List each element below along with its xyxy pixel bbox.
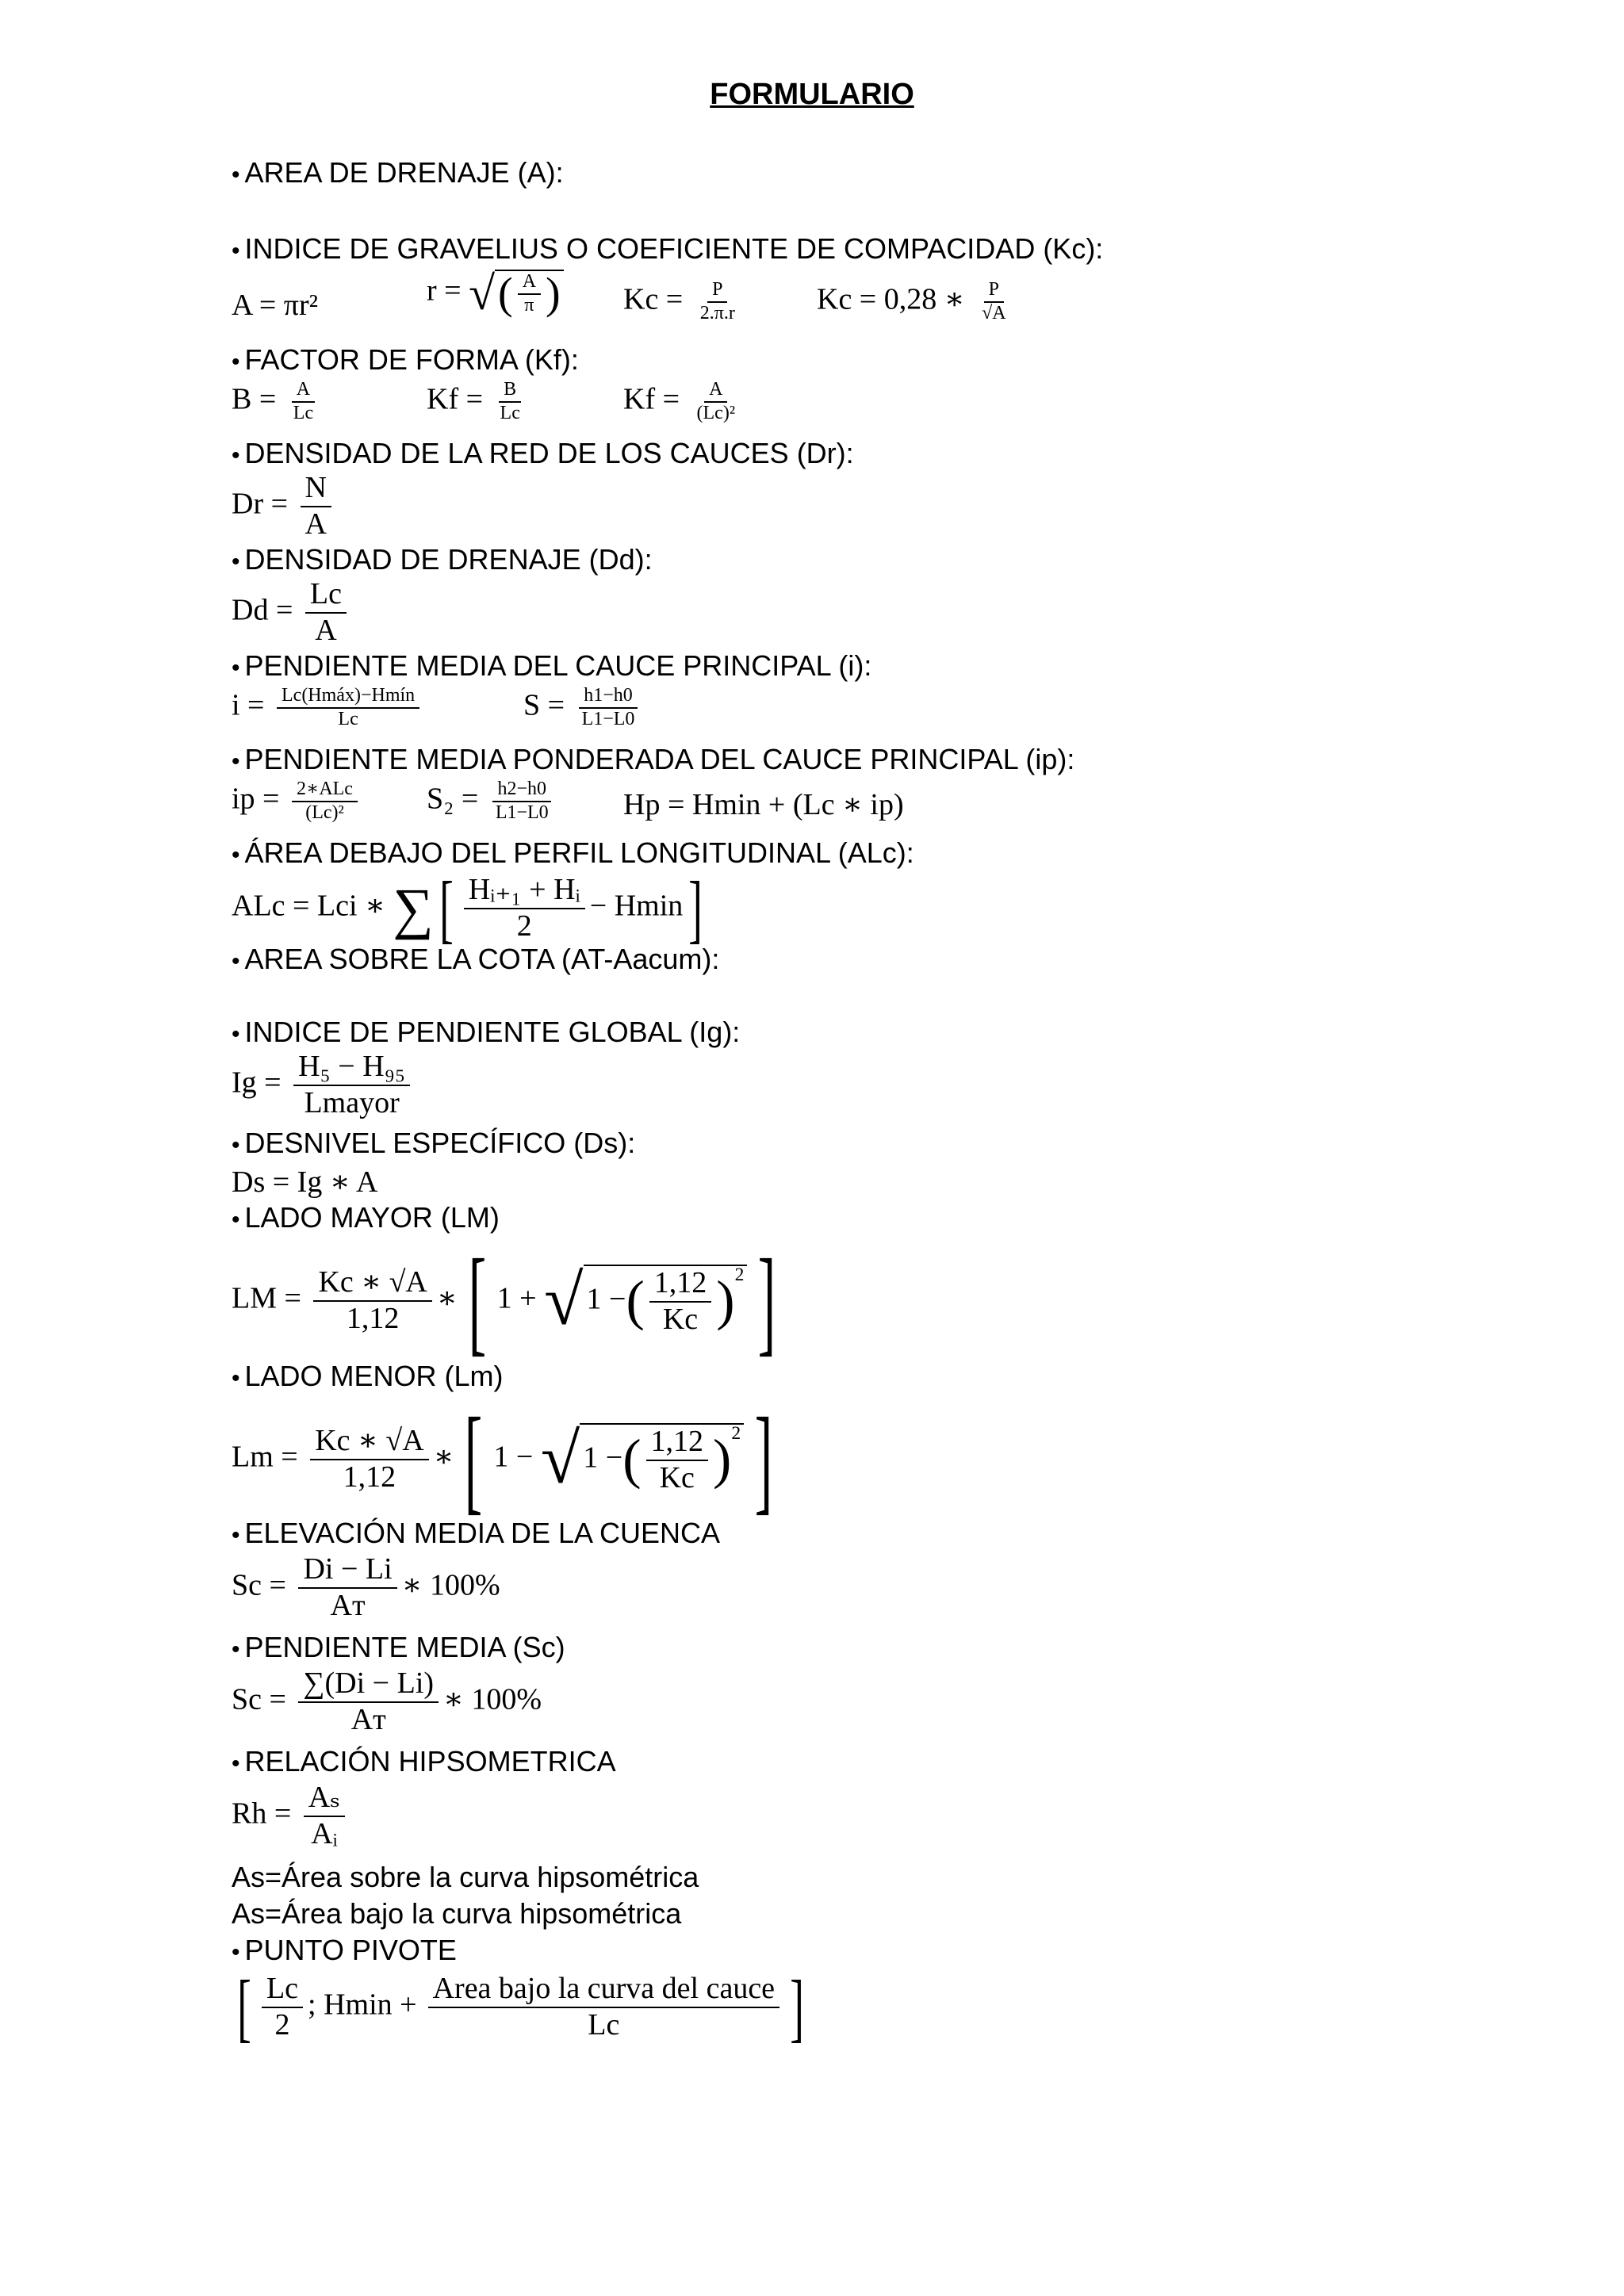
section-label: FACTOR DE FORMA (Kf): <box>244 343 579 376</box>
section-label: DENSIDAD DE DRENAJE (Dd): <box>244 543 653 576</box>
bullet: • <box>232 748 240 775</box>
denominator: Kc <box>659 1461 695 1494</box>
formula-dr <box>232 471 336 541</box>
bullet: • <box>232 1751 240 1777</box>
formula-part: 1 + <box>496 1281 537 1315</box>
fraction <box>289 379 318 424</box>
fraction: $\frac{A}{\pi}$ <box>518 271 541 316</box>
formula-lhs: Kc = <box>623 282 684 316</box>
formula-part: ; Hmin + <box>308 1988 417 2022</box>
formula-tail: − Hmin <box>589 889 684 923</box>
bracket-open: [ <box>439 866 454 951</box>
bracket-close: ] <box>758 1235 776 1367</box>
fraction <box>298 1552 396 1623</box>
section-area-perfil <box>232 836 914 869</box>
formula-lm <box>232 1235 787 1367</box>
sqrt-sign: √ <box>540 1420 580 1498</box>
sqrt-body: 1 −( $\frac{1,12}{Kc}$ )$^2$ <box>580 1423 744 1495</box>
section-pendiente-media <box>232 649 872 682</box>
numerator: Area bajo la curva del cauce <box>428 1972 779 2008</box>
fraction <box>491 779 553 824</box>
section-label: AREA SOBRE LA COTA (AT-Aacum): <box>244 943 720 975</box>
denominator: 2 <box>516 909 532 943</box>
formula-kf-1 <box>427 379 530 424</box>
denominator: Aᴛ <box>350 1702 386 1736</box>
numerator: Di − Li <box>298 1552 396 1589</box>
section-label: ÁREA DEBAJO DEL PERFIL LONGITUDINAL (ALc): <box>244 836 914 869</box>
denominator: Lc <box>293 402 314 423</box>
formula-lhs: Kc = 0,28 ∗ <box>817 282 965 316</box>
formula-lhs: Dd = <box>232 593 293 627</box>
note-as-bajo: As=Área bajo la curva hipsométrica <box>232 1897 682 1930</box>
denominator: Lmayor <box>304 1085 400 1119</box>
fraction <box>464 873 585 943</box>
numerator: Lc(Hmáx)−Hmín <box>277 685 419 709</box>
denominator: L1−L0 <box>495 802 549 823</box>
bracket-open: [ <box>468 1235 486 1367</box>
denominator: √A <box>982 302 1006 323</box>
numerator: 1,12 <box>646 1425 709 1461</box>
formula-lhs: S₂ = <box>427 782 479 816</box>
section-label: LADO MENOR (Lm) <box>244 1360 504 1392</box>
formula-lhs: Kf = <box>623 382 680 416</box>
formula-kf-2 <box>623 379 745 424</box>
formula-lhs: S = <box>523 688 565 722</box>
denominator: 1,12 <box>346 1302 400 1335</box>
formula-s <box>523 685 644 730</box>
numerator: h1−h0 <box>579 685 638 709</box>
formula-lhs: Sc = <box>232 1682 286 1716</box>
sqrt-body: 1 −( $\frac{1,12}{Kc}$ )$^2$ <box>584 1265 748 1337</box>
numerator: 2∗ALc <box>292 779 358 802</box>
numerator: P <box>984 279 1004 303</box>
formula-part: 1 − <box>583 1441 623 1475</box>
denominator: Lc <box>588 2008 620 2042</box>
section-densidad-drenaje <box>232 545 653 574</box>
formula-b <box>232 379 323 424</box>
numerator: Lc <box>262 1972 303 2008</box>
formula-part: 1 − <box>586 1282 626 1316</box>
section-elevacion <box>232 1519 720 1548</box>
section-label: PENDIENTE MEDIA PONDERADA DEL CAUCE PRINCIPAL (ip): <box>244 743 1075 775</box>
numerator: P <box>707 279 727 303</box>
section-label: RELACIÓN HIPSOMETRICA <box>244 1745 616 1777</box>
numerator: h2−h0 <box>492 779 551 802</box>
bullet: • <box>232 1365 240 1391</box>
bullet: • <box>232 1207 240 1233</box>
sqrt-sign: √ <box>544 1261 584 1340</box>
bullet: • <box>232 442 240 469</box>
note-as-sobre: As=Área sobre la curva hipsométrica <box>232 1861 699 1893</box>
bracket-open: [ <box>237 1965 251 2049</box>
fraction <box>310 1424 428 1494</box>
formula-part: 1 − <box>493 1440 534 1474</box>
formula-sc-2 <box>232 1667 542 1737</box>
formula-radio <box>427 267 564 320</box>
denominator: 2.π.r <box>699 302 735 323</box>
section-lado-menor <box>232 1362 504 1391</box>
section-area-drenaje <box>232 156 564 189</box>
numerator: A <box>292 379 315 403</box>
formula-lhs: ALc = Lci ∗ <box>232 889 385 923</box>
section-desnivel <box>232 1129 635 1158</box>
bullet: • <box>232 948 240 974</box>
fraction <box>649 1266 712 1337</box>
bracket-close: ] <box>754 1394 773 1525</box>
bracket-open: [ <box>465 1394 483 1525</box>
bullet: • <box>232 842 240 868</box>
numerator: H₅ − H₉₅ <box>293 1050 410 1086</box>
bullet: • <box>232 1132 240 1158</box>
numerator: Kc ∗ √A <box>313 1265 431 1302</box>
bullet: • <box>232 1636 240 1663</box>
fraction <box>496 379 525 424</box>
page-title: FORMULARIO <box>710 78 914 111</box>
formula-s2 <box>427 779 558 824</box>
denominator: Lc <box>500 402 520 423</box>
fraction <box>262 1972 303 2042</box>
denominator: 2 <box>274 2008 290 2042</box>
section-label: AREA DE DRENAJE (A): <box>244 156 564 189</box>
bullet: • <box>232 162 240 188</box>
formula-ip <box>232 779 362 824</box>
formula-ig <box>232 1050 415 1120</box>
bullet: • <box>232 655 240 681</box>
numerator: B <box>499 379 521 403</box>
fraction <box>305 577 347 648</box>
sum-icon: ∑ <box>393 877 434 940</box>
section-label: PUNTO PIVOTE <box>244 1934 457 1966</box>
numerator: Aₛ <box>304 1781 345 1817</box>
bullet: • <box>232 349 240 375</box>
denominator: Lc <box>338 708 358 729</box>
numerator: Hᵢ₊₁ + Hᵢ <box>464 873 585 909</box>
formula-pivote <box>232 1965 810 2049</box>
numerator: A <box>704 379 727 403</box>
bullet: • <box>232 1021 240 1047</box>
fraction <box>646 1425 709 1495</box>
fraction <box>692 379 741 424</box>
formula-lhs: Sc = <box>232 1568 286 1602</box>
section-densidad-red <box>232 439 854 468</box>
operator: ∗ <box>436 1281 458 1315</box>
section-label: PENDIENTE MEDIA DEL CAUCE PRINCIPAL (i): <box>244 649 872 682</box>
formula-lhs: ip = <box>232 782 280 816</box>
operator: ∗ <box>433 1440 454 1474</box>
section-label: INDICE DE GRAVELIUS O COEFICIENTE DE COMPACIDAD (Kc): <box>244 232 1104 265</box>
denominator: A <box>304 507 327 541</box>
formula-lhs: B = <box>232 382 277 416</box>
formula-lhs: Rh = <box>232 1797 292 1831</box>
sqrt-sign: √ <box>469 267 496 320</box>
section-label: ELEVACIÓN MEDIA DE LA CUENCA <box>244 1517 721 1549</box>
denominator: A <box>315 613 337 647</box>
formula-lhs: r = <box>427 274 462 308</box>
formula-alc <box>232 866 708 951</box>
section-label: DENSIDAD DE LA RED DE LOS CAUCES (Dr): <box>244 437 854 469</box>
formula-i <box>232 685 424 730</box>
denominator: Aᵢ <box>311 1816 338 1850</box>
fraction <box>577 685 640 730</box>
section-label: DESNIVEL ESPECÍFICO (Ds): <box>244 1127 636 1159</box>
section-pendiente-ponderada <box>232 745 1074 774</box>
formula-ds: Ds = Ig ∗ A <box>232 1165 378 1199</box>
section-area-cota <box>232 945 719 974</box>
bracket-close: ] <box>688 866 703 951</box>
fraction <box>292 779 358 824</box>
numerator: Lc <box>305 577 347 614</box>
fraction <box>695 279 740 324</box>
formula-lhs: Lm = <box>232 1440 298 1474</box>
fraction <box>293 1050 410 1120</box>
section-pendiente-sc <box>232 1633 565 1662</box>
denominator: Kc <box>662 1303 699 1336</box>
formula-tail: ∗ 100% <box>443 1682 542 1716</box>
bullet: • <box>232 238 240 264</box>
section-indice-pendiente <box>232 1018 740 1047</box>
fraction <box>428 1972 779 2042</box>
section-lado-mayor <box>232 1203 500 1232</box>
numerator: Kc ∗ √A <box>310 1424 428 1460</box>
denominator: (Lc)² <box>696 402 736 423</box>
formula-lhs: Kf = <box>427 382 484 416</box>
formula-lhs: LM = <box>232 1281 301 1315</box>
formula-lhs: Ig = <box>232 1066 282 1100</box>
bullet: • <box>232 1939 240 1965</box>
fraction <box>301 471 331 541</box>
bullet: • <box>232 1522 240 1548</box>
numerator: N <box>301 471 331 507</box>
sqrt-body: ( $\frac{A}{\pi}$ ) <box>495 270 564 316</box>
formula-tail: ∗ 100% <box>401 1568 500 1602</box>
formula-lhs: i = <box>232 688 265 722</box>
fraction <box>304 1781 345 1851</box>
formula-area: A = πr² <box>232 289 319 322</box>
formula-hp: Hp = Hmin + (Lc ∗ ip) <box>623 788 904 821</box>
formula-dd <box>232 577 351 648</box>
section-label: INDICE DE PENDIENTE GLOBAL (Ig): <box>244 1016 741 1048</box>
section-factor-forma <box>232 343 579 376</box>
formula-sc-1 <box>232 1552 500 1623</box>
bullet: • <box>232 549 240 575</box>
formula-rh <box>232 1781 350 1851</box>
bracket-close: ] <box>790 1965 804 2049</box>
fraction <box>277 685 419 730</box>
section-label: PENDIENTE MEDIA (Sc) <box>244 1631 565 1663</box>
numerator: 1,12 <box>649 1266 712 1303</box>
fraction <box>298 1667 439 1737</box>
numerator: ∑(Di − Li) <box>298 1667 439 1703</box>
formula-lmin <box>232 1394 783 1525</box>
denominator: L1−L0 <box>581 708 635 729</box>
formula-lhs: Dr = <box>232 487 289 521</box>
section-hipsometrica <box>232 1747 616 1776</box>
formula-kc-1 <box>623 279 745 324</box>
section-label: LADO MAYOR (LM) <box>244 1201 500 1234</box>
formula-kc-2 <box>817 279 1016 324</box>
fraction <box>313 1265 431 1336</box>
denominator: Aᴛ <box>330 1588 366 1622</box>
denominator: (Lc)² <box>305 802 344 823</box>
section-gravelius <box>232 232 1104 265</box>
section-pivote <box>232 1936 457 1965</box>
denominator: 1,12 <box>343 1460 396 1494</box>
fraction <box>977 279 1011 324</box>
